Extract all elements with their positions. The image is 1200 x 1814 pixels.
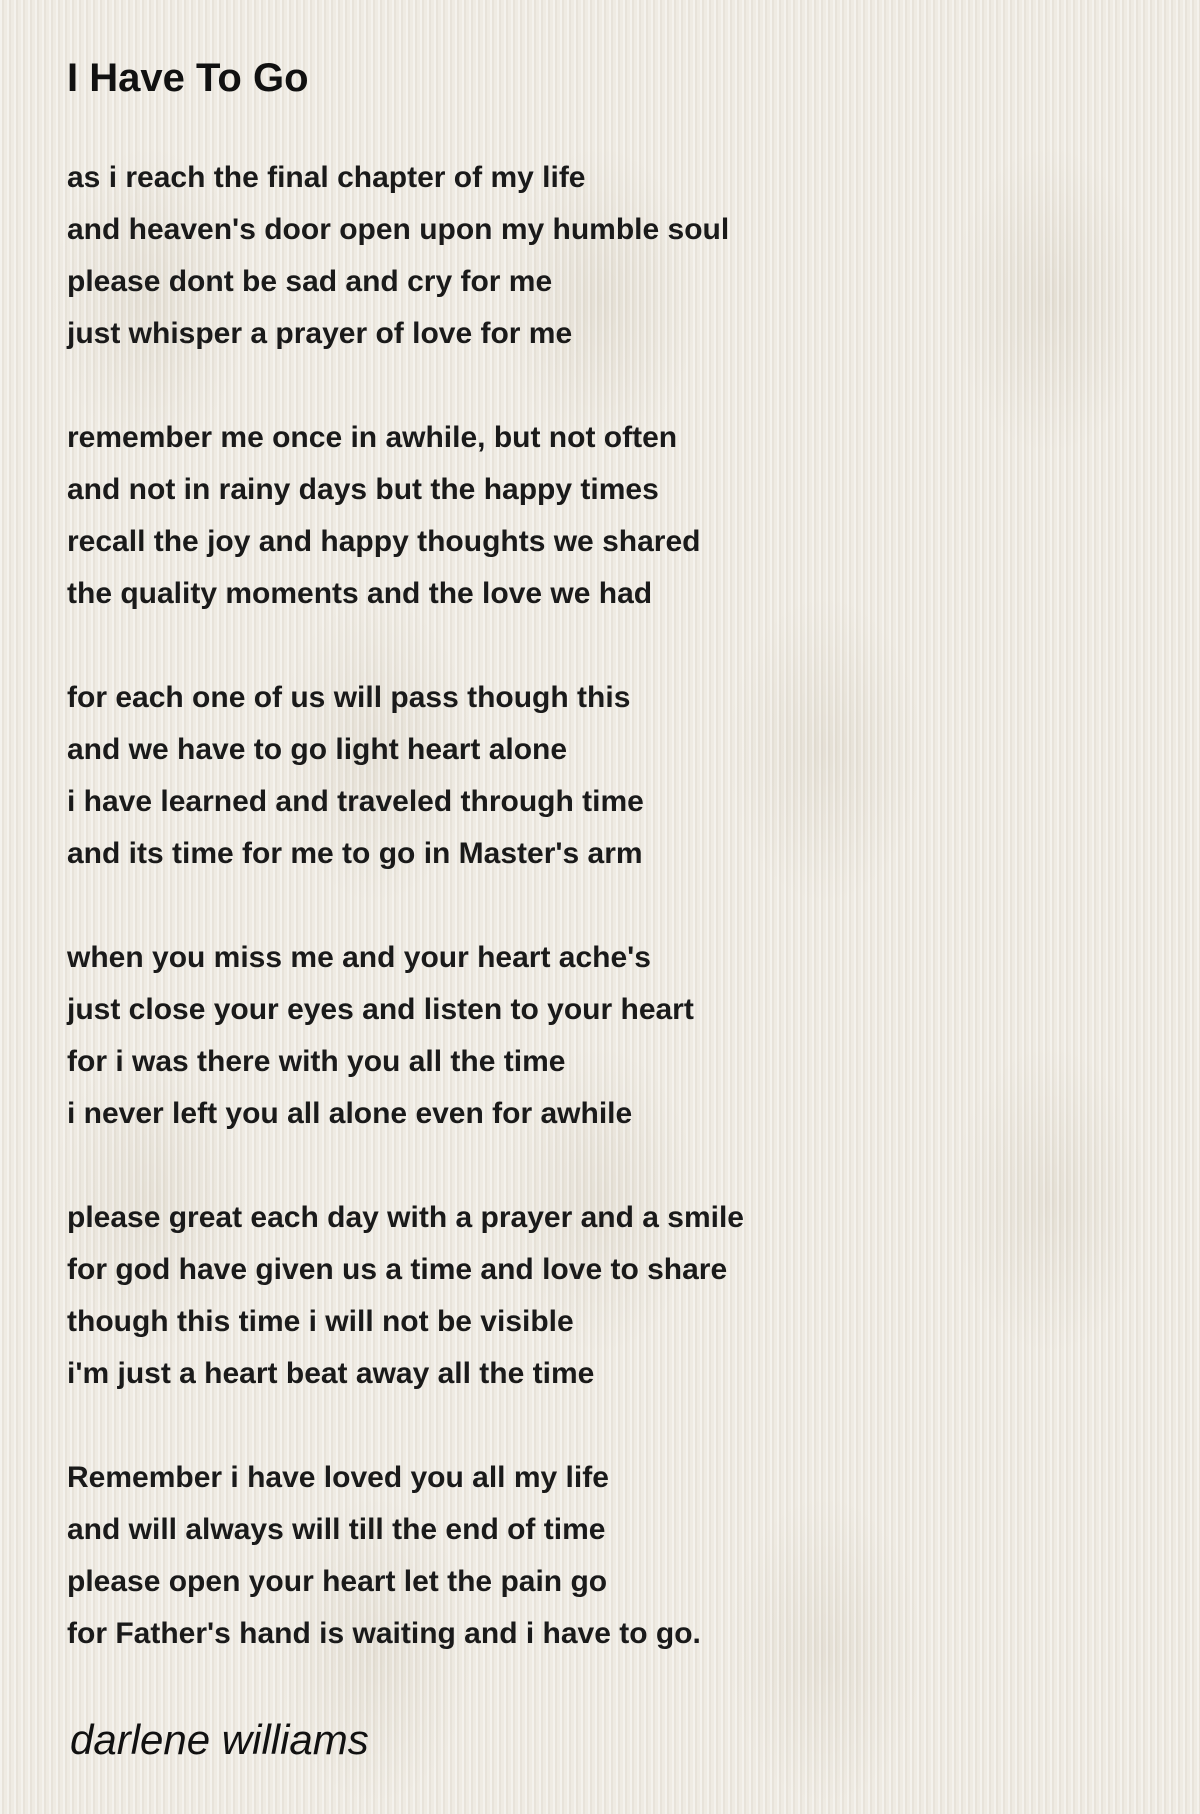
- poem-line: please great each day with a prayer and a smile: [67, 1201, 744, 1234]
- stanza: [67, 152, 744, 360]
- poem-line: and heaven's door open upon my humble soul: [67, 213, 730, 246]
- poem-line: and not in rainy days but the happy times: [67, 473, 659, 506]
- poem-line: i never left you all alone even for awhile: [67, 1097, 633, 1130]
- poem-line: i'm just a heart beat away all the time: [67, 1357, 595, 1390]
- poem-line: Remember i have loved you all my life: [67, 1461, 609, 1494]
- poem-line: please open your heart let the pain go: [67, 1565, 608, 1598]
- poem-line: though this time i will not be visible: [67, 1305, 574, 1338]
- stanza: [67, 1192, 744, 1400]
- poem-line: for each one of us will pass though this: [67, 681, 631, 714]
- poem-author: darlene williams: [70, 1716, 369, 1763]
- poem-line: and we have to go light heart alone: [67, 733, 568, 766]
- poem-line: for Father's hand is waiting and i have to go.: [67, 1617, 701, 1650]
- poem-line: please dont be sad and cry for me: [67, 265, 553, 298]
- poem-line: just close your eyes and listen to your heart: [67, 993, 694, 1026]
- poem-line: just whisper a prayer of love for me: [67, 317, 573, 350]
- poem-body: [67, 152, 744, 1712]
- poem-line: i have learned and traveled through time: [67, 785, 644, 818]
- poem-title: I Have To Go: [67, 56, 309, 100]
- poem-line: for i was there with you all the time: [67, 1045, 566, 1078]
- stanza: [67, 932, 744, 1140]
- stanza: [67, 412, 744, 620]
- poem-line: and its time for me to go in Master's arm: [67, 837, 643, 870]
- poem-line: as i reach the final chapter of my life: [67, 161, 586, 194]
- poem-line: the quality moments and the love we had: [67, 577, 653, 610]
- poem-line: when you miss me and your heart ache's: [67, 941, 651, 974]
- stanza: [67, 672, 744, 880]
- poem-line: remember me once in awhile, but not often: [67, 421, 678, 454]
- stanza: [67, 1452, 744, 1660]
- poem-line: recall the joy and happy thoughts we shared: [67, 525, 701, 558]
- poem-line: for god have given us a time and love to share: [67, 1253, 728, 1286]
- poem-line: and will always will till the end of time: [67, 1513, 606, 1546]
